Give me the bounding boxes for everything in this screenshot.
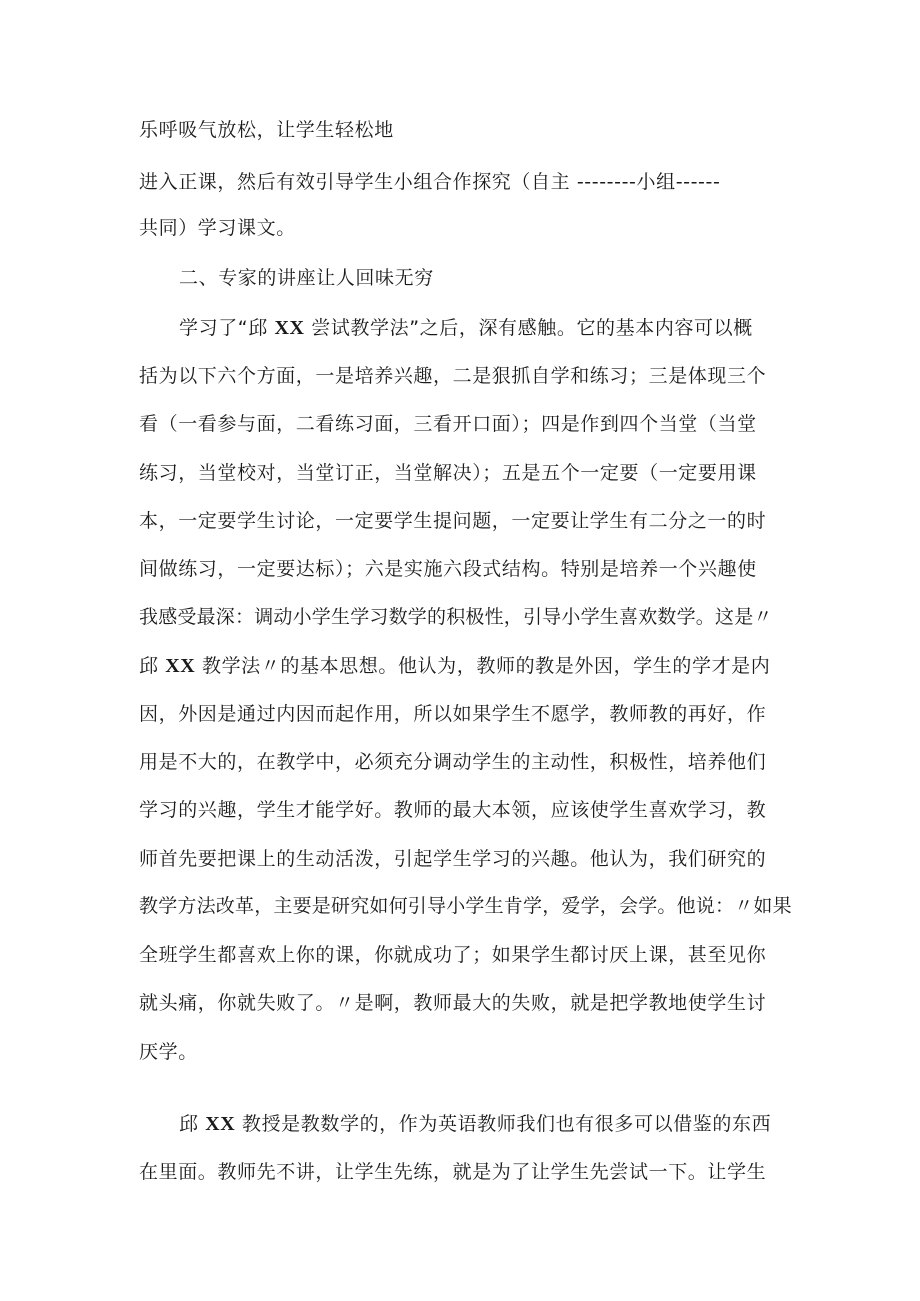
paragraph-line: 全班学生都喜欢上你的课，你就成功了；如果学生都讨厌上课，甚至见你 [139,944,767,966]
bold-name: XX [205,1113,236,1135]
paragraph-line: 学习的兴趣，学生才能学好。教师的最大本领，应该使学生喜欢学习，教 [139,799,767,821]
paragraph-line: 就头痛，你就失败了。〃是啊，教师最大的失败，就是把学教地使学生讨 [139,992,767,1014]
paragraph-line: 看（一看参与面，二看练习面，三看开口面）；四是作到四个当堂（当堂 [139,413,757,435]
bold-name: XX [274,317,305,339]
text-run: 教授是教数学的，作为英语教师我们也有很多可以借鉴的东西 [235,1113,772,1135]
paragraph-line: 乐呼吸气放松，让学生轻松地 [139,119,394,141]
paragraph-line: 进入正课，然后有效引导学生小组合作探究（自主 --------小组------ [139,171,721,193]
paragraph-line [139,654,770,678]
paragraph-line: 练习，当堂校对，当堂订正，当堂解决）；五是五个一定要（一定要用课 [139,462,757,484]
paragraph-line: 间做练习，一定要达标）；六是实施六段式结构。特别是培养一个兴趣使 [139,558,757,580]
text-run: 学习了“邱 [179,317,275,339]
paragraph-line [179,316,753,340]
paragraph-line: 教学方法改革，主要是研究如何引导小学生肯学，爱学，会学。他说：〃如果 [139,895,792,917]
paragraph-line: 本，一定要学生讨论，一定要学生提问题，一定要让学生有二分之一的时 [139,510,767,532]
paragraph-line [179,1112,771,1136]
text-run: 邱 [179,1113,206,1135]
paragraph-line: 因，外因是通过内因而起作用，所以如果学生不愿学，教师教的再好，作 [139,703,767,725]
paragraph-line: 我感受最深：调动小学生学习数学的积极性，引导小学生喜欢数学。这是〃 [139,606,773,628]
bold-name: XX [165,655,196,677]
text-run: 教学法〃的基本思想。他认为，教师的教是外因，学生的学才是内 [195,655,771,677]
paragraph-line: 师首先要把课上的生动活泼，引起学生学习的兴趣。他认为，我们研究的 [139,848,767,870]
section-heading: 二、专家的讲座让人回味无穷 [179,267,434,289]
text-run: 尝试教学法”之后，深有感触。它的基本内容可以概 [304,317,753,339]
text-run: 邱 [139,655,166,677]
paragraph-line: 共同）学习课文。 [139,217,296,239]
paragraph-line: 括为以下六个方面，一是培养兴趣，二是狠抓自学和练习；三是体现三个 [139,365,767,387]
paragraph-line: 用是不大的，在教学中，必须充分调动学生的主动性，积极性，培养他们 [139,751,767,773]
paragraph-line: 厌学。 [139,1041,198,1063]
paragraph-line: 在里面。教师先不讲，让学生先练，就是为了让学生先尝试一下。让学生 [139,1161,767,1183]
